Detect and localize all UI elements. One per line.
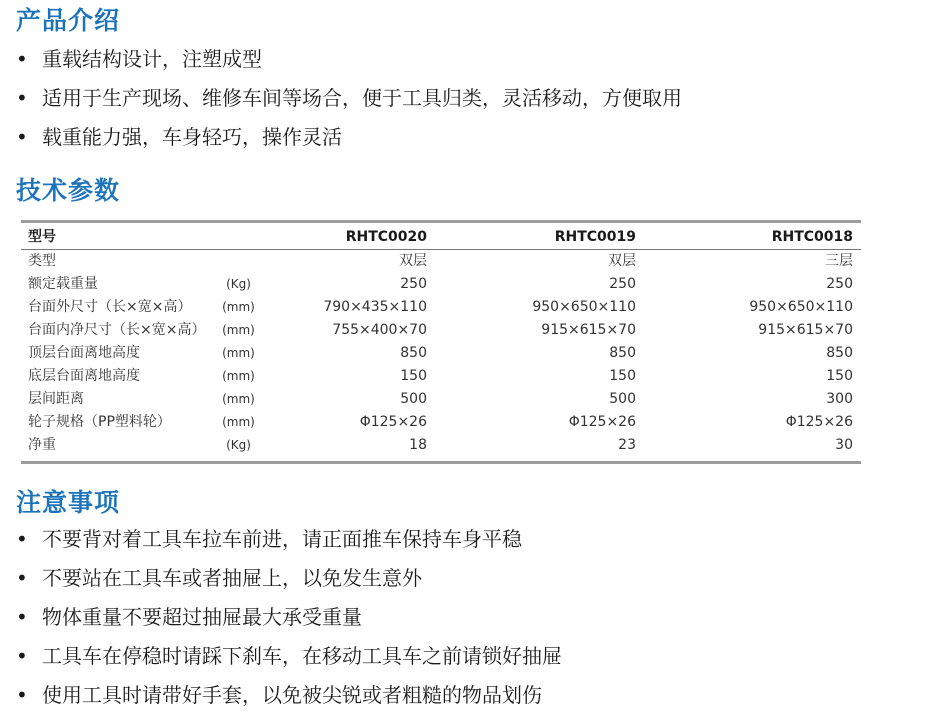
- list-item: [14, 682, 562, 721]
- spec-header-model-label: 型号: [28, 229, 56, 245]
- list-item: [14, 643, 562, 682]
- spec-header-model-2: RHTC0019: [554, 229, 636, 245]
- spec-cell: 150: [400, 368, 427, 384]
- spec-cell: 150: [826, 368, 853, 384]
- notes-list: [14, 526, 562, 721]
- spec-cell: 250: [609, 276, 636, 292]
- spec-cell: 三层: [825, 253, 853, 269]
- note-item-text: 物体重量不要超过抽屉最大承受重量: [42, 605, 362, 629]
- spec-row-name: 底层台面离地高度: [28, 368, 140, 384]
- table-row: [21, 273, 861, 296]
- list-item: [14, 604, 562, 643]
- spec-cell: 双层: [399, 253, 427, 269]
- spec-row-name: 台面内净尺寸（长×宽×高）: [28, 322, 206, 338]
- spec-row-name: 轮子规格（PP塑料轮）: [28, 414, 171, 430]
- spec-cell: 850: [826, 345, 853, 361]
- spec-cell: 500: [400, 391, 427, 407]
- bullet-icon: •: [16, 527, 28, 551]
- spec-header-row: [21, 226, 861, 250]
- spec-row-unit: (mm): [222, 300, 255, 314]
- list-item: [14, 565, 562, 604]
- list-item: [14, 85, 682, 124]
- spec-row-unit: (Kg): [226, 438, 251, 452]
- notes-title: 注意事项: [16, 488, 121, 517]
- table-row: [21, 434, 861, 457]
- spec-row-name: 净重: [28, 437, 56, 453]
- spec-row-name: 额定载重量: [28, 276, 98, 292]
- spec-cell: 250: [826, 276, 853, 292]
- spec-cell: 23: [618, 437, 636, 453]
- spec-cell: 30: [835, 437, 853, 453]
- spec-cell: 850: [400, 345, 427, 361]
- bullet-icon: •: [16, 47, 28, 71]
- intro-item-text: 重载结构设计，注塑成型: [42, 47, 262, 71]
- spec-cell: 915×615×70: [541, 322, 636, 338]
- spec-cell: 18: [409, 437, 427, 453]
- spec-row-unit: (Kg): [226, 277, 251, 291]
- bullet-icon: •: [16, 683, 28, 707]
- bullet-icon: •: [16, 86, 28, 110]
- spec-cell: 150: [609, 368, 636, 384]
- table-row: [21, 250, 861, 273]
- note-item-text: 不要背对着工具车拉车前进，请正面推车保持车身平稳: [42, 527, 522, 551]
- table-row: [21, 388, 861, 411]
- spec-cell: 500: [609, 391, 636, 407]
- spec-cell: Φ125×26: [568, 414, 636, 430]
- spec-row-unit: (mm): [222, 415, 255, 429]
- note-item-text: 工具车在停稳时请踩下刹车，在移动工具车之前请锁好抽屉: [42, 644, 562, 668]
- intro-item-text: 适用于生产现场、维修车间等场合，便于工具归类，灵活移动，方便取用: [42, 86, 682, 110]
- spec-row-name: 类型: [28, 253, 56, 269]
- bullet-icon: •: [16, 566, 28, 590]
- spec-cell: 250: [400, 276, 427, 292]
- bullet-icon: •: [16, 605, 28, 629]
- list-item: [14, 46, 682, 85]
- spec-row-name: 层间距离: [28, 391, 84, 407]
- note-item-text: 使用工具时请带好手套，以免被尖锐或者粗糙的物品划伤: [42, 683, 542, 707]
- table-row: [21, 342, 861, 365]
- spec-cell: 850: [609, 345, 636, 361]
- intro-item-text: 载重能力强，车身轻巧，操作灵活: [42, 125, 342, 149]
- spec-cell: 950×650×110: [532, 299, 636, 315]
- intro-title: 产品介绍: [16, 6, 121, 35]
- bullet-icon: •: [16, 644, 28, 668]
- spec-table: [21, 220, 861, 464]
- spec-cell: 755×400×70: [332, 322, 427, 338]
- spec-cell: 915×615×70: [758, 322, 853, 338]
- bullet-icon: •: [16, 125, 28, 149]
- table-row: [21, 319, 861, 342]
- spec-cell: Φ125×26: [359, 414, 427, 430]
- table-row: [21, 411, 861, 434]
- spec-row-name: 台面外尺寸（长×宽×高）: [28, 299, 192, 315]
- spec-header-model-1: RHTC0020: [345, 229, 427, 245]
- spec-row-unit: (mm): [222, 392, 255, 406]
- spec-row-unit: (mm): [222, 323, 255, 337]
- spec-cell: 950×650×110: [749, 299, 853, 315]
- list-item: [14, 124, 682, 163]
- spec-header-model-3: RHTC0018: [771, 229, 853, 245]
- spec-row-unit: (mm): [222, 369, 255, 383]
- note-item-text: 不要站在工具车或者抽屉上，以免发生意外: [42, 566, 422, 590]
- table-row: [21, 365, 861, 388]
- intro-list: [14, 46, 682, 163]
- spec-cell: Φ125×26: [785, 414, 853, 430]
- spec-cell: 790×435×110: [323, 299, 427, 315]
- spec-row-name: 顶层台面离地高度: [28, 345, 140, 361]
- table-row: [21, 296, 861, 319]
- list-item: [14, 526, 562, 565]
- spec-row-unit: (mm): [222, 346, 255, 360]
- specs-title: 技术参数: [16, 176, 121, 205]
- spec-cell: 双层: [608, 253, 636, 269]
- spec-cell: 300: [826, 391, 853, 407]
